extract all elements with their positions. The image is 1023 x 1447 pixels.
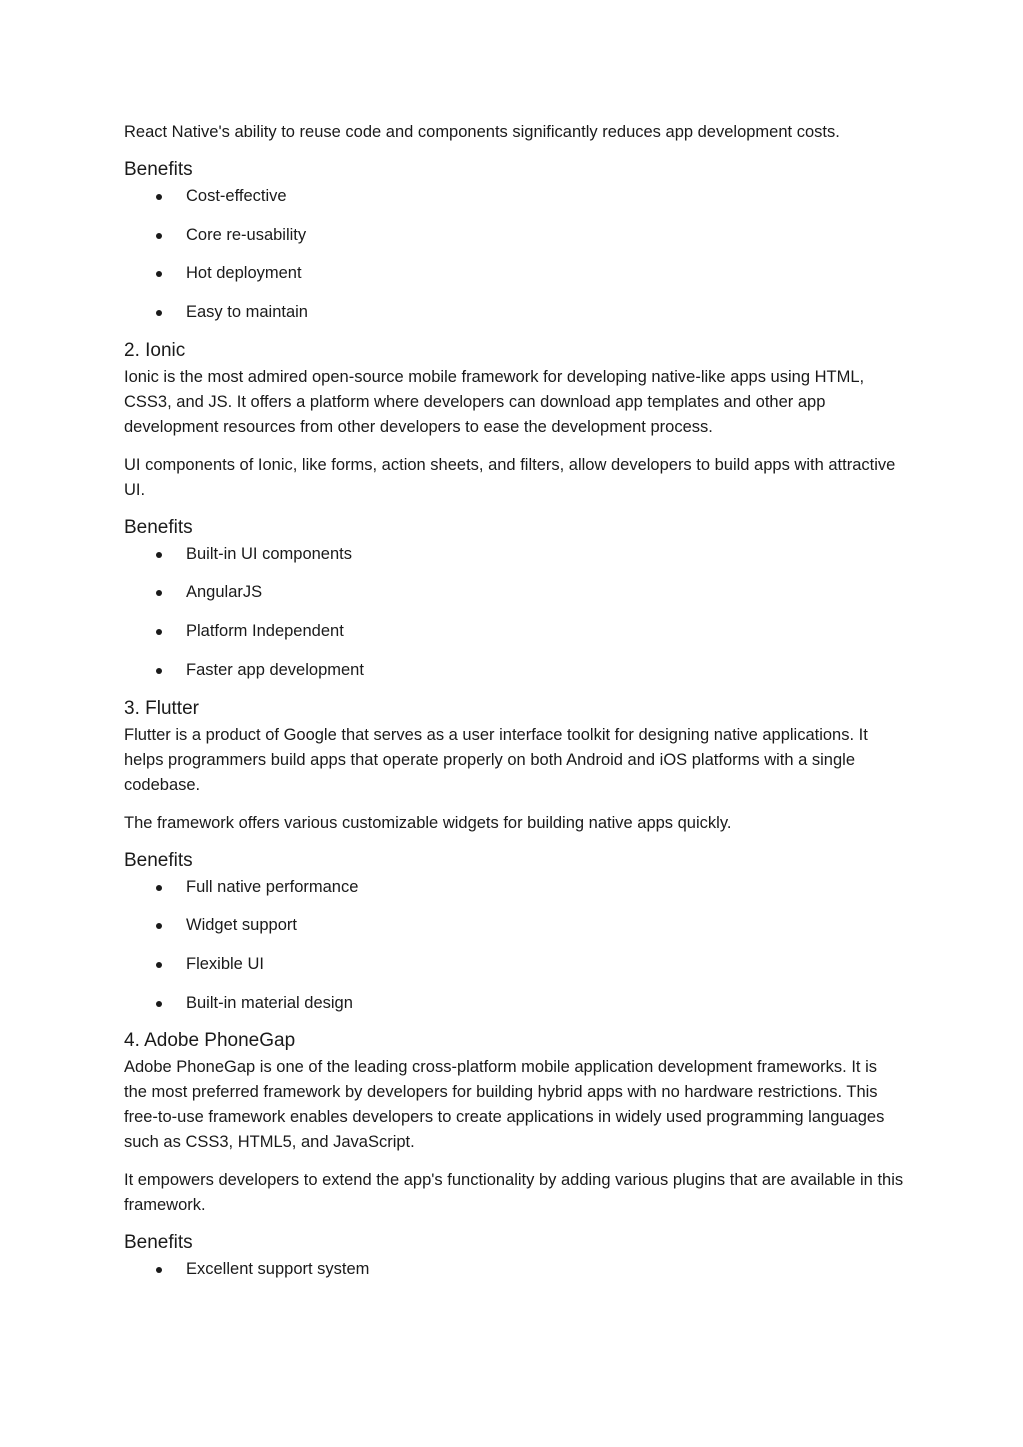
bullet-icon [156,923,162,929]
bullet-icon [156,1267,162,1273]
list-item [124,261,904,286]
list-item [124,913,904,938]
list-item-text: Widget support [186,916,297,935]
bullet-icon [156,271,162,277]
phonegap-paragraph-1: Adobe PhoneGap is one of the leading cross-platform mobile application development frameworks. It is the most preferred framework by developers for building hybrid apps with no hardware restrictions. This free-to-use framework enables developers to create applications in widely used programming languages such as CSS3, HTML5, and JavaScript. [124,1058,885,1152]
list-item-text: Easy to maintain [186,303,308,322]
list-item-text: Platform Independent [186,622,344,641]
flutter-paragraph-2: The framework offers various customizable widgets for building native apps quickly. [124,813,732,832]
flutter-paragraph-1: Flutter is a product of Google that serves as a user interface toolkit for designing native applications. It helps programmers build apps that operate properly on both Android and iOS platforms with a single codebase. [124,725,868,794]
bullet-icon [156,310,162,316]
section-title-ionic: 2. Ionic [124,339,186,361]
list-item-text: Built-in UI components [186,544,352,563]
benefits-list [124,875,904,1016]
benefits-heading: Benefits [124,516,193,538]
list-item-text: Full native performance [186,877,359,896]
bullet-icon [156,1001,162,1007]
list-item [124,223,904,248]
phonegap-paragraph-2: It empowers developers to extend the app's functionality by adding various plugins that are available in this framework. [124,1171,904,1215]
list-item [124,952,904,977]
ionic-paragraph-1: Ionic is the most admired open-source mobile framework for developing native-like apps using HTML, CSS3, and JS. It offers a platform where developers can download app templates and other app development resources from other developers to ease the development process. [124,367,865,436]
bullet-icon [156,233,162,239]
list-item-text: Hot deployment [186,264,302,283]
list-item-text: Built-in material design [186,993,353,1012]
benefits-list [124,542,904,683]
list-item [124,300,904,325]
benefits-heading: Benefits [124,849,193,871]
list-item-text: Core re-usability [186,225,307,244]
list-item-text: Cost-effective [186,187,287,205]
list-item [124,875,904,900]
bullet-icon [156,194,162,200]
list-item [124,1257,904,1282]
benefits-heading: Benefits [124,159,193,180]
list-item-text: Faster app development [186,660,364,679]
bullet-icon [156,885,162,891]
section-title-phonegap: 4. Adobe PhoneGap [124,1030,296,1052]
intro-paragraph: React Native's ability to reuse code and components significantly reduces app development costs. [124,123,840,141]
list-item [124,991,904,1016]
list-item-text: AngularJS [186,583,263,602]
benefits-list [124,184,904,325]
benefits-list [124,1257,904,1282]
list-item [124,580,904,605]
ionic-paragraph-2: UI components of Ionic, like forms, action sheets, and filters, allow developers to build apps with attractive UI. [124,455,896,499]
bullet-icon [156,590,162,596]
document-page [124,120,904,1296]
list-item [124,619,904,644]
bullet-icon [156,668,162,674]
list-item [124,542,904,567]
list-item-text: Excellent support system [186,1260,370,1279]
list-item [124,184,904,209]
bullet-icon [156,552,162,558]
list-item-text: Flexible UI [186,954,264,973]
bullet-icon [156,629,162,635]
list-item [124,658,904,683]
benefits-heading: Benefits [124,1232,193,1254]
bullet-icon [156,962,162,968]
section-title-flutter: 3. Flutter [124,697,199,719]
